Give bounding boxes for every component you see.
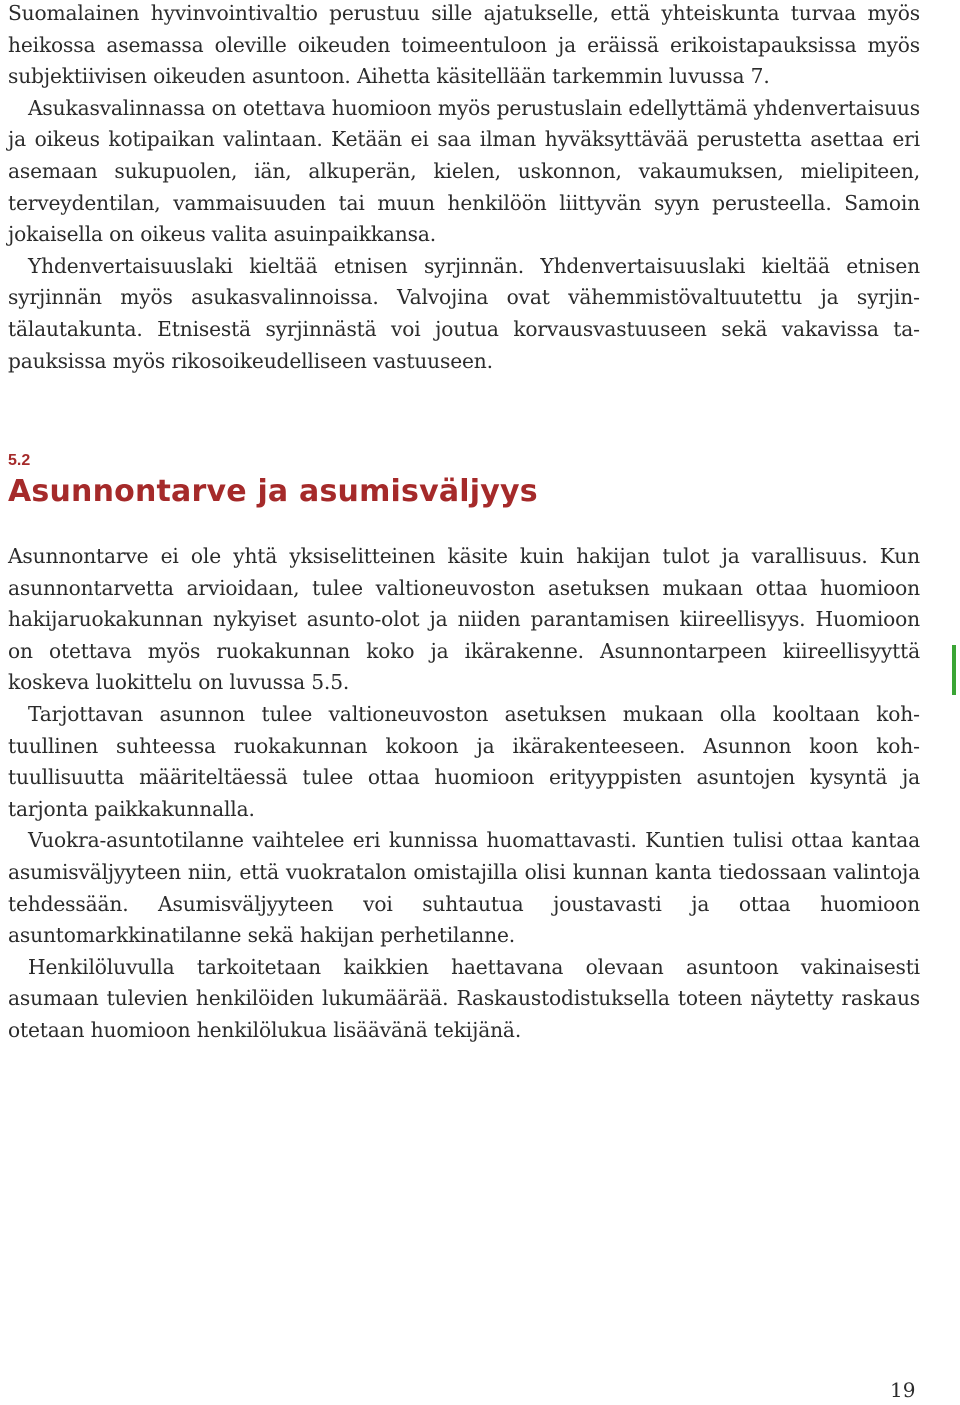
margin-change-bar <box>952 645 956 695</box>
section-title: Asunnontarve ja asumisväljyys <box>8 474 538 509</box>
paragraph-resident-selection: Asukasvalinnassa on otettava huomioon myös perustuslain edellyttämä yhdenvertaisuus ja oikeus kotipaikan valintaan. Ketään ei saa ilman hyväksyttävää perustetta asettaa eri asemaan sukupuolen, iän, alkuperän, kielen, uskonnon, vakaumuksen, mielipiteen, terveydentilan, vammaisuuden tai muun henkilöön liittyvän syyn perusteella. Samoin jokaisella on oikeus valita asuinpaikkansa. <box>8 95 920 247</box>
section-text-block <box>8 541 920 1047</box>
intro-text-block <box>8 0 920 377</box>
paragraph-apartment-size: Tarjottavan asunnon tulee valtioneuvoston asetuksen mukaan olla kooltaan kohtuullinen suhteessa ruokakunnan kokoon ja ikärakenteeseen. Asunnon koon kohtuullisuutta määriteltäessä tulee ottaa huomioon erityyppisten asuntojen kysyntä ja tarjonta paikkakunnalla. <box>8 701 920 821</box>
page-number: 19 <box>890 1378 916 1402</box>
paragraph-equality-act: Yhdenvertaisuuslaki kieltää etnisen syrjinnän. Yhdenvertaisuuslaki kieltää etnisen syrjinnän myös asukasvalinnoissa. Valvojina ovat vähemmistövaltuutettu ja syrjintälautakunta. Etnisestä syrjinnästä voi joutua korvausvastuuseen sekä vakavissa tapauksissa myös rikosoikeudelliseen vastuuseen. <box>8 253 920 373</box>
paragraph-housing-need: Asunnontarve ei ole yhtä yksiselitteinen käsite kuin hakijan tulot ja varallisuus. Kun asunnontarvetta arvioidaan, tulee valtioneuvoston asetuksen mukaan ottaa huomioon hakijaruokakunnan nykyiset asunto-olot ja niiden parantamisen kiireellisyys. Huomioon on otettava myös ruokakunnan koko ja ikärakenne. Asunnontarpeen kiireellisyyttä koskeva luokittelu on luvussa 5.5. <box>8 544 920 695</box>
section-number: 5.2 <box>8 452 31 469</box>
paragraph-welfare-state: Suomalainen hyvinvointivaltio perustuu sille ajatukselle, että yhteiskunta turvaa myös heikossa asemassa oleville oikeuden toimeentuloon ja eräissä erikoistapauksissa myös subjektiivisen oikeuden asuntoon. Aihetta käsitellään tarkemmin luvussa 7. <box>8 1 920 89</box>
paragraph-rental-situation: Vuokra-asuntotilanne vaihtelee eri kunnissa huomattavasti. Kuntien tulisi ottaa kantaa asumisväljyyteen niin, että vuokratalon omistajilla olisi kunnan kanta tiedossaan valintoja tehdessään. Asumisväljyyteen voi suhtautua joustavasti ja ottaa huomioon asuntomarkkinatilanne sekä hakijan perhetilanne. <box>8 828 920 948</box>
paragraph-household-size: Henkilöluvulla tarkoitetaan kaikkien haettavana olevaan asuntoon vakinaisesti asumaan tulevien henkilöiden lukumäärää. Raskaustodistuksella toteen näytetty raskaus otetaan huomioon henkilölukua lisäävänä tekijänä. <box>8 954 920 1042</box>
